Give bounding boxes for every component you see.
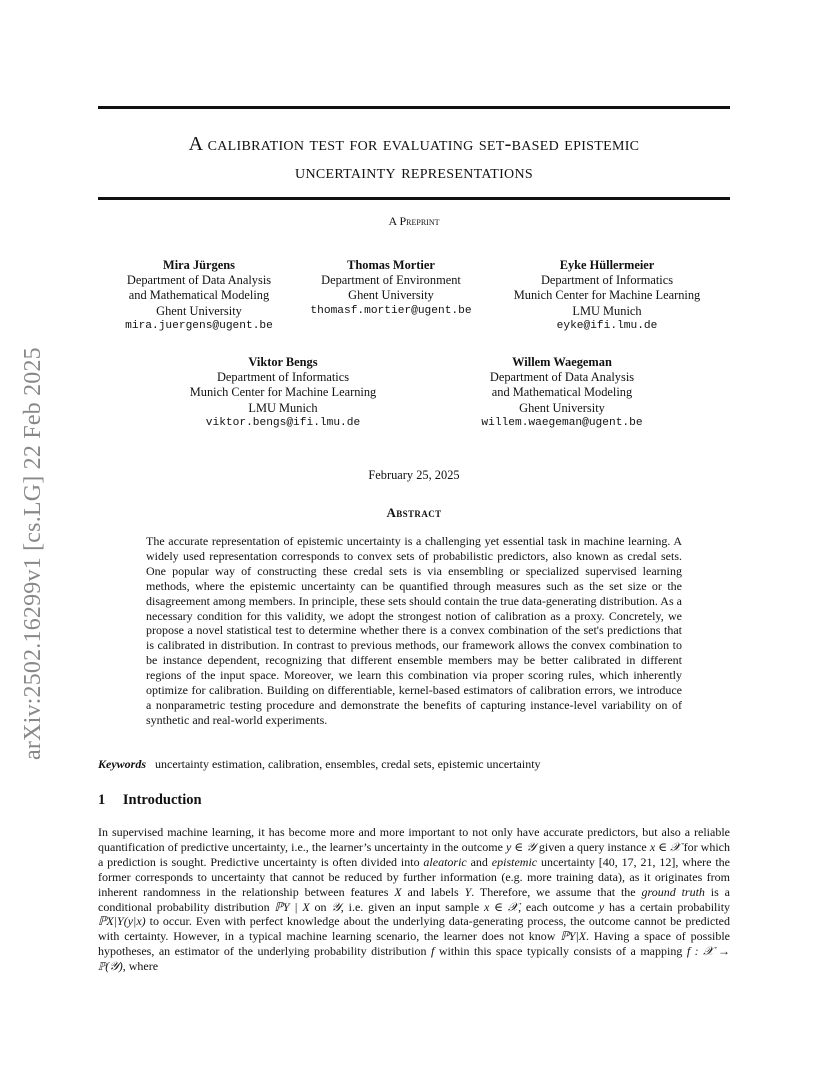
title-rule-top (98, 106, 730, 109)
author-affiliation: Department of Informatics (540, 273, 674, 288)
author-email[interactable]: willem.waegeman@ugent.be (481, 416, 643, 429)
math-expression: 𝒴 (331, 899, 341, 914)
title-rule-bottom (98, 197, 730, 200)
author-block (492, 258, 722, 334)
author-affiliation: Department of Informatics (216, 370, 350, 385)
author-affiliation: Department of Environment (321, 273, 461, 288)
author-email[interactable]: eyke@ifi.lmu.de (556, 319, 658, 332)
keywords-line (98, 757, 730, 772)
section-number: 1 (98, 792, 106, 808)
math-expression: ℙY | X (274, 899, 310, 914)
math-expression: f (430, 944, 435, 959)
keywords-text: uncertainty estimation, calibration, ensembles, credal sets, epistemic uncertainty (155, 757, 541, 771)
author-affiliation: LMU Munich (248, 400, 318, 415)
author-affiliation: and Mathematical Modeling (491, 385, 633, 400)
math-expression: x ∈ 𝒳 (483, 899, 519, 914)
author-name: Viktor Bengs (248, 355, 318, 369)
math-expression: X (394, 884, 402, 899)
paper-title (98, 130, 730, 186)
preprint-label: A Preprint (388, 214, 440, 228)
arxiv-identifier: arXiv:2502.16299v1 [cs.LG] 22 Feb 2025 (20, 347, 46, 760)
author-affiliation: Ghent University (519, 400, 605, 415)
section-heading (98, 792, 202, 809)
intro-text: for which a prediction is sought. Predictive uncertainty is often divided into (98, 839, 730, 869)
intro-text: to occur. Even with perfect knowledge about the underlying data-generating process, the outcome cannot be predicted with certainty. However, in a typical machine learning scenario, the learner does not know (98, 914, 730, 944)
emphasis: aleatoric (423, 854, 467, 869)
intro-text: is a conditional probability distribution (98, 884, 730, 914)
introduction-paragraph (98, 825, 730, 974)
emphasis: ground truth (641, 884, 705, 899)
intro-text: given a query instance (535, 839, 650, 854)
emphasis: epistemic (491, 854, 538, 869)
intro-text: has a certain probability (604, 899, 731, 914)
author-name: Thomas Mortier (347, 258, 435, 272)
intro-text: , each outcome (518, 899, 599, 914)
intro-text: and labels (401, 884, 465, 899)
intro-text: within this space typically consists of a mapping (434, 944, 687, 959)
title-line-2: uncertainty representations (295, 161, 533, 183)
intro-text: In supervised machine learning, it has become more and more important to not only have accurate predictors, but also a reliable quantification of predictive uncertainty, i.e., the learner’s uncertainty in the outcome (98, 825, 730, 854)
author-email[interactable]: viktor.bengs@ifi.lmu.de (205, 416, 361, 429)
abstract-heading: Abstract (386, 505, 442, 520)
author-affiliation: Ghent University (348, 288, 434, 303)
intro-text: . Having a space of possible hypotheses, an estimator of the underlying probability distribution (98, 929, 730, 959)
math-expression: Y (464, 884, 472, 899)
math-expression: x ∈ 𝒳 (649, 839, 681, 854)
intro-text: . Therefore, we assume that the (471, 884, 642, 899)
author-affiliation: LMU Munich (572, 303, 642, 318)
author-block (296, 258, 486, 319)
math-expression: f : 𝒳 → ℙ(𝒴) (98, 944, 730, 974)
author-name: Eyke Hüllermeier (559, 258, 655, 272)
author-email[interactable]: thomasf.mortier@ugent.be (310, 304, 472, 317)
section-title: Introduction (122, 792, 202, 808)
math-expression: y (598, 899, 605, 914)
author-affiliation: Munich Center for Machine Learning (513, 288, 701, 303)
author-email[interactable]: mira.juergens@ugent.be (125, 319, 273, 332)
author-affiliation: Munich Center for Machine Learning (189, 385, 377, 400)
author-block (462, 355, 662, 431)
intro-text: , i.e. given an input sample (340, 899, 484, 914)
publication-date: February 25, 2025 (368, 468, 460, 482)
intro-text: uncertainty [40, 17, 21, 12], where the former corresponds to uncertainty that cannot be reduced by further information (e.g. more training data), as it originates from inherent randomness in the relationship between features (98, 854, 730, 899)
abstract-text: The accurate representation of epistemic uncertainty is a challenging yet essential task in machine learning. A widely used representation corresponds to convex sets of probabilistic predictors, also known as credal sets. One popular way of constructing these credal sets is via ensembling or specialized supervised learning methods, where the epistemic uncertainty can be quantified through measures such as the set size or the disagreement among members. In principle, these sets should contain the true data-generating distribution. As a necessary condition for this validity, we adopt the strongest notion of calibration as a proxy. Concretely, we propose a novel statistical test to determine whether there is a convex combination of the set's predictions that is calibrated in distribution. In contrast to previous methods, our framework allows the convex combination to be instance dependent, recognizing that different ensemble members may be better calibrated in different regions of the input space. Moreover, we learn this combination via proper scoring rules, which inherently optimize for calibration. Building on differentiable, kernel-based estimators of calibration errors, we introduce a nonparametric testing procedure and demonstrate the benefits of capturing instance-level variability on of synthetic and real-world experiments. (146, 534, 682, 727)
author-name: Willem Waegeman (512, 355, 612, 369)
math-expression: ℙY|X (560, 929, 587, 944)
intro-text: and (466, 854, 492, 869)
author-affiliation: Department of Data Analysis (126, 273, 272, 288)
author-affiliation: Department of Data Analysis (489, 370, 635, 385)
math-expression: y ∈ 𝒴 (506, 839, 536, 854)
keywords-label: Keywords (98, 757, 146, 771)
author-block (104, 258, 294, 334)
math-expression: ℙX|Y(y|x) (98, 914, 146, 929)
title-line-1: A calibration test for evaluating set-based epistemic (188, 133, 640, 155)
author-affiliation: Ghent University (156, 303, 242, 318)
author-affiliation: and Mathematical Modeling (128, 288, 270, 303)
author-block (168, 355, 398, 431)
intro-text: , where (122, 959, 159, 974)
intro-text: on (309, 899, 332, 914)
author-name: Mira Jürgens (163, 258, 235, 272)
